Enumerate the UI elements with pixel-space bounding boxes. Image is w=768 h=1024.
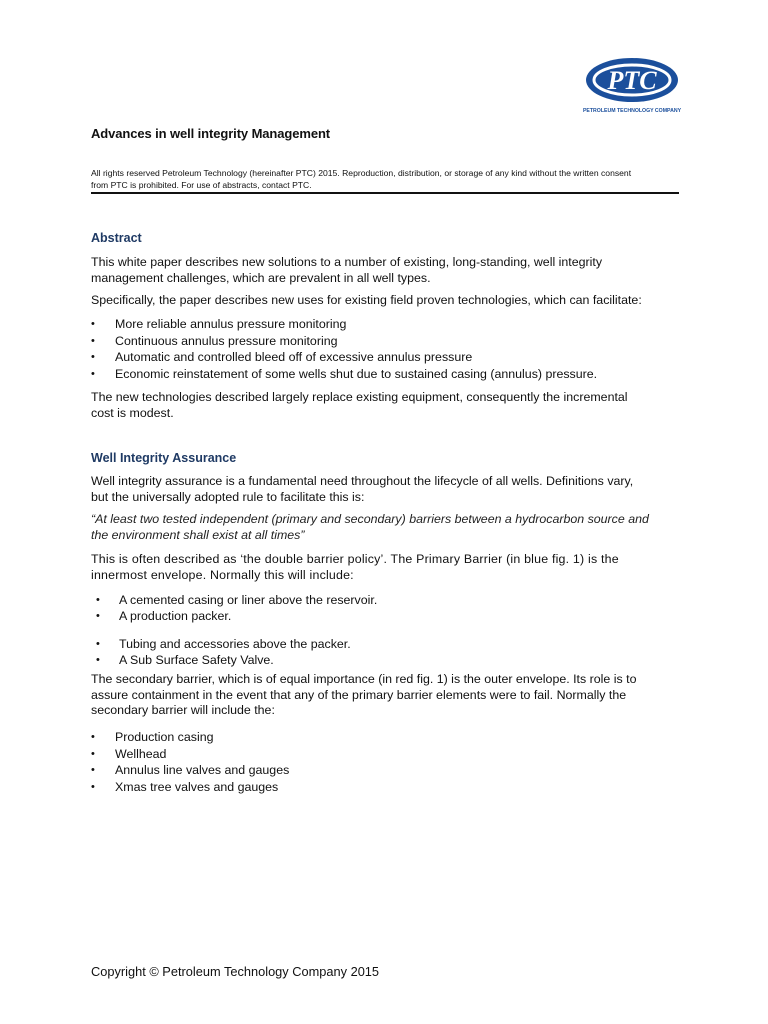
abstract-p3-line-1: The new technologies described largely replace existing equipment, consequently the incremental: [91, 390, 628, 404]
assurance-p1-line-1: Well integrity assurance is a fundamental need throughout the lifecycle of all wells. Definitions vary,: [91, 474, 634, 488]
list-item-text: Wellhead: [115, 747, 167, 761]
list-item-text: A Sub Surface Safety Valve.: [119, 653, 274, 667]
list-item-text: Automatic and controlled bleed off of excessive annulus pressure: [115, 350, 473, 364]
ptc-logo: [582, 56, 682, 116]
assurance-p3-line-1: The secondary barrier, which is of equal importance (in red fig. 1) is the outer envelope. Its role is to: [91, 672, 637, 686]
abstract-heading: Abstract: [91, 231, 142, 245]
rights-line-1: All rights reserved Petroleum Technology (hereinafter PTC) 2015. Reproduction, distribution, or storage of any kind without the written consent: [91, 168, 632, 178]
list-item-text: Economic reinstatement of some wells shut due to sustained casing (annulus) pressure.: [115, 367, 598, 381]
bullet-icon: •: [91, 731, 95, 743]
barrier-rule-quote: [91, 512, 681, 543]
abstract-paragraph-1: [91, 255, 681, 286]
copyright-footer: Copyright © Petroleum Technology Company 2015: [91, 964, 380, 979]
assurance-paragraph-3: [91, 672, 681, 719]
bullet-icon: •: [91, 318, 95, 330]
assurance-paragraph-1: [91, 474, 681, 505]
list-item-text: Xmas tree valves and gauges: [115, 780, 279, 794]
list-item-text: More reliable annulus pressure monitoring: [115, 317, 347, 331]
assurance-p2-line-1: This is often described as ‘the double barrier policy’. The Primary Barrier (in blue fig. 1) is the: [91, 552, 619, 566]
bullet-icon: •: [91, 781, 95, 793]
assurance-paragraph-2: [91, 552, 681, 583]
abstract-p1-line-2: management challenges, which are prevalent in all well types.: [91, 270, 431, 285]
logo-subtitle: PETROLEUM TECHNOLOGY COMPANY: [582, 108, 682, 114]
rights-notice: [91, 168, 691, 191]
bullet-icon: •: [91, 764, 95, 776]
rights-line-2: from PTC is prohibited. For use of abstracts, contact PTC.: [91, 179, 312, 190]
quote-line-2: the environment shall exist at all times”: [91, 527, 305, 542]
assurance-p2-line-2: innermost envelope. Normally this will include:: [91, 567, 354, 582]
document-title: Advances in well integrity Management: [91, 126, 331, 141]
list-item-text: Annulus line valves and gauges: [115, 763, 290, 777]
quote-line-1: “At least two tested independent (primary and secondary) barriers between a hydrocarbon source and: [91, 512, 649, 526]
abstract-p1-line-1: This white paper describes new solutions to a number of existing, long-standing, well integrity: [91, 255, 603, 269]
abstract-paragraph-2: Specifically, the paper describes new uses for existing field proven technologies, which can facilitate:: [91, 293, 642, 307]
bullet-icon: •: [96, 594, 100, 606]
abstract-p3-line-2: cost is modest.: [91, 405, 174, 420]
assurance-heading: Well Integrity Assurance: [91, 451, 237, 465]
list-item-text: A cemented casing or liner above the reservoir.: [119, 593, 378, 607]
abstract-paragraph-3: [91, 390, 681, 421]
bullet-icon: •: [96, 610, 100, 622]
bullet-icon: •: [91, 351, 95, 363]
bullet-icon: •: [96, 638, 100, 650]
bullet-icon: •: [91, 748, 95, 760]
bullet-icon: •: [91, 335, 95, 347]
assurance-p1-line-2: but the universally adopted rule to facilitate this is:: [91, 489, 365, 504]
list-item-text: Production casing: [115, 730, 214, 744]
assurance-p3-line-2: assure containment in the event that any of the primary barrier elements were to fail. Normally the: [91, 687, 627, 702]
logo-text: PTC: [607, 66, 657, 95]
bullet-icon: •: [91, 368, 95, 380]
assurance-p3-line-3: secondary barrier will include the:: [91, 703, 275, 718]
list-item-text: A production packer.: [119, 609, 232, 623]
header-divider: [91, 192, 679, 194]
list-item-text: Tubing and accessories above the packer.: [119, 637, 351, 651]
bullet-icon: •: [96, 654, 100, 666]
list-item-text: Continuous annulus pressure monitoring: [115, 334, 338, 348]
